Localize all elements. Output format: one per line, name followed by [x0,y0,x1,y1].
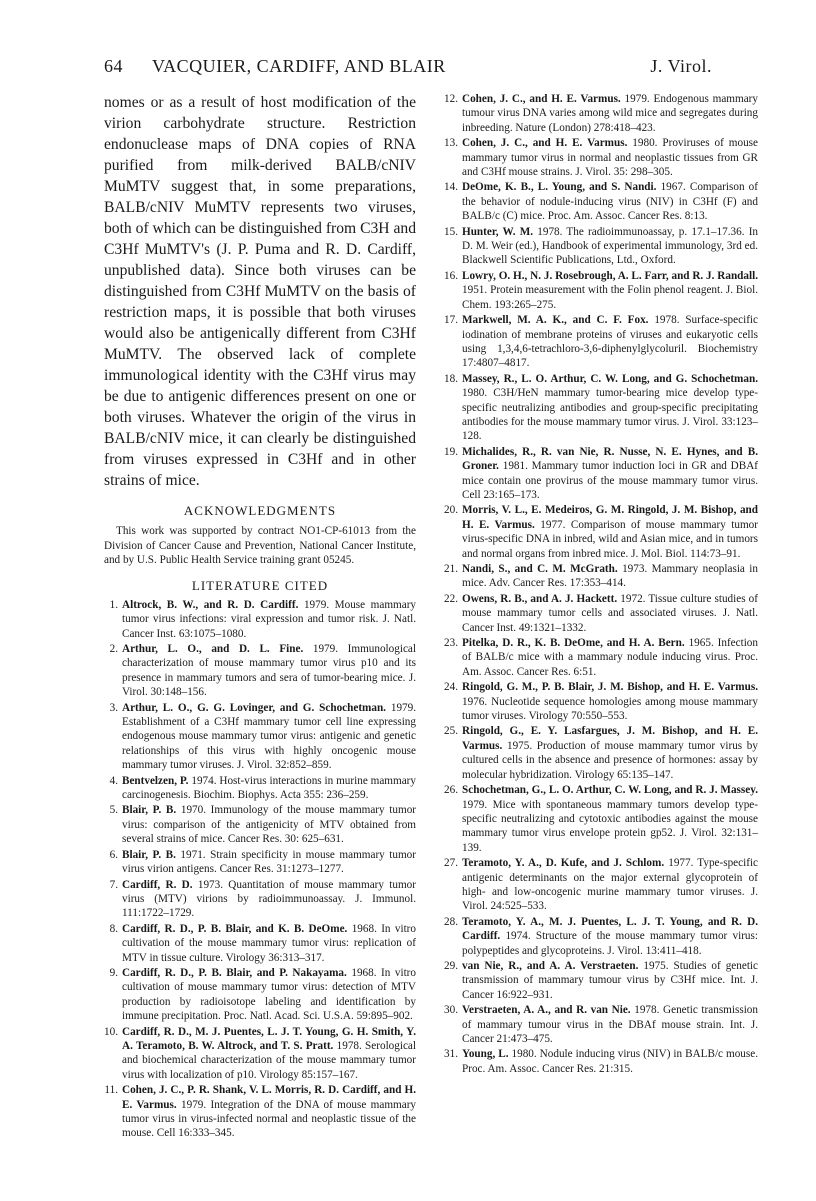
reference-item [440,1003,758,1046]
reference-details: 1979. Endogenous mammary tumour virus DNA varies among wild mice and segregates during inbreeding. Nature (London) 278:418–423. [462,93,758,134]
reference-number: 26. [444,784,458,797]
reference-item [440,269,758,312]
reference-details: 1980. C3H/HeN mammary tumor-bearing mice develop type-specific neutralizing antibodies and group-specific precipitating antibodies for the mouse mammary tumor virus. J. Virol. 33:123–128. [462,387,758,443]
reference-item [104,922,416,965]
reference-number: 13. [444,137,458,150]
reference-item [104,642,416,700]
reference-authors: Cohen, J. C., and H. E. Varmus. [462,137,628,150]
reference-number: 18. [444,372,458,385]
reference-number: 4. [109,774,118,787]
reference-number: 19. [444,445,458,458]
reference-item [440,915,758,958]
reference-details: 1980. Proviruses of mouse mammary tumor virus in normal and neoplastic tissues from GR and C3Hf mouse strains. J. Virol. 35: 298–305. [462,137,758,179]
reference-number: 25. [444,725,458,738]
acknowledgments-heading: ACKNOWLEDGMENTS [183,503,337,518]
reference-item [440,445,758,503]
reference-authors: Massey, R., L. O. Arthur, C. W. Long, and G. Schochetman. [462,372,758,385]
reference-details: 1978. Surface-specific iodination of membrane proteins of viruses and eukaryotic cells using 1,3,4,6-tetrachloro-3,6-diphenylglycoluril. Biochemistry 17:4807–4817. [462,314,758,370]
reference-details: 1975. Production of mouse mammary tumor virus by cultured cells in the absence and presence of hormones: assay by molecular hybridization. Virology 65:135–147. [462,739,758,781]
reference-item [440,592,758,635]
reference-details: 1978. The radioimmunoassay, p. 17.1–17.36. In D. M. Weir (ed.), Handbook of experimental immunology, 3rd ed. Blackwell Scientific Publications, Ltd., Oxford. [462,225,759,267]
reference-authors: Cardiff, R. D., P. B. Blair, and K. B. DeOme. [122,922,348,935]
reference-item [440,503,758,561]
reference-authors: Lowry, O. H., N. J. Rosebrough, A. L. Farr, and R. J. Randall. [462,269,758,282]
reference-details: 1972. Tissue culture studies of mouse mammary tumor cells and associated viruses. J. Natl. Cancer Inst. 49:1321–1332. [462,592,759,634]
reference-authors: Teramoto, Y. A., M. J. Puentes, L. J. T. Young, and R. D. Cardiff. [462,915,758,943]
reference-item [440,92,758,135]
reference-details: 1965. Infection of BALB/c mice with a mammary nodule inducing virus. Proc. Am. Assoc. Cancer Res. 6:51. [462,637,758,678]
reference-item [104,1025,416,1083]
reference-number: 15. [444,225,458,238]
reference-item [440,1047,758,1076]
page-number: 64 [104,56,123,76]
reference-authors: Cardiff, R. D., P. B. Blair, and P. Nakayama. [122,966,347,979]
reference-number: 14. [444,181,458,194]
running-header [104,56,712,86]
reference-authors: Cohen, J. C., P. R. Shank, V. L. Morris, R. D. Cardiff, and H. E. Varmus. [122,1084,416,1111]
reference-authors: Altrock, B. W., and R. D. Cardiff. [122,598,299,611]
right-column [440,92,758,1077]
left-column [104,92,416,1142]
reference-details: 1979. Mouse mammary tumor virus infections: viral expression and tumor risk. J. Natl. Cancer Inst. 63:1075–1080. [122,598,417,640]
reference-number: 31. [444,1048,458,1061]
reference-number: 28. [444,915,458,928]
reference-authors: Cardiff, R. D., M. J. Puentes, L. J. T. Young, G. H. Smith, Y. A. Teramoto, B. W. Altrock, and T. S. Pratt. [122,1025,416,1052]
reference-authors: Cohen, J. C., and H. E. Varmus. [462,93,621,105]
reference-authors: Arthur, L. O., and D. L. Fine. [122,643,304,655]
reference-number: 23. [444,637,458,650]
reference-item [104,848,416,877]
reference-item [440,680,758,723]
reference-number: 16. [444,269,458,282]
reference-number: 11. [104,1084,118,1097]
reference-details: 1967. Comparison of the behavior of nodule-inducing virus (NIV) in C3Hf (F) and BALB/c (C) mice. Proc. Am. Assoc. Cancer Res. 8:13. [462,181,758,223]
reference-number: 20. [444,504,458,517]
reference-number: 27. [444,857,458,870]
reference-details: 1968. In vitro cultivation of mouse mammary tumor virus: detection of MTV production by radioisotope labeling and identification by immune precipitation. Proc. Natl. Acad. Sci. U.S.A. 59:895–902. [122,966,417,1023]
reference-authors: van Nie, R., and A. A. Verstraeten. [462,959,639,972]
reference-number: 3. [109,701,118,714]
reference-item [104,966,416,1024]
reference-number: 1. [109,598,118,611]
reference-authors: Teramoto, Y. A., D. Kufe, and J. Schlom. [462,857,665,870]
reference-authors: Blair, P. B. [122,804,177,817]
reference-number: 2. [109,643,118,655]
reference-details: 1981. Mammary tumor induction loci in GR and DBAf mice contain one provirus of the mouse mammary tumor virus. Cell 23:165–173. [462,460,758,501]
reference-details: 1978. Serological and biochemical characterization of the mouse mammary tumor virus with localization of p10. Virology 85:157–167. [122,1039,417,1081]
reference-authors: Pitelka, D. R., K. B. DeOme, and H. A. Bern. [462,637,685,650]
reference-details: 1977. Type-specific antigenic determinants on the major external glycoprotein of high- and low-oncogenic murine mammary tumor viruses. J. Virol. 24:525–533. [462,857,759,913]
reference-number: 22. [444,592,458,605]
reference-item [104,774,416,803]
reference-item [440,724,758,782]
reference-authors: Blair, P. B. [122,848,176,861]
reference-authors: Bentvelzen, P. [122,774,189,787]
reference-item [104,598,416,641]
reference-authors: Ringold, G., E. Y. Lasfargues, J. M. Bishop, and H. E. Varmus. [462,725,758,752]
reference-authors: Morris, V. L., E. Medeiros, G. M. Ringold, J. M. Bishop, and H. E. Varmus. [462,504,758,531]
reference-number: 12. [444,93,458,105]
reference-authors: Schochetman, G., L. O. Arthur, C. W. Long, and R. J. Massey. [462,784,758,797]
reference-number: 17. [444,314,458,327]
discussion-paragraph: nomes or as a result of host modification of the virion carbohydrate structure. Restriction endonuclease maps of DNA copies of RNA purified from milk-derived BALB/cNIV MuMTV suggest that, in some preparations, BALB/cNIV MuMTV represents two viruses, both of which can be distinguished from C3H and C3Hf MuMTV's (J. P. Puma and R. D. Cardiff, unpublished data). Since both viruses can be distinguished from C3Hf MuMTV on the basis of restriction maps, it is possible that both viruses would also be antigenically different from C3Hf MuMTV. The observed lack of complete immunological identity with the C3Hf virus may be due to antigenic differences present on one or both viruses. Whatever the origin of the virus in BALB/cNIV mice, it can clearly be distinguished from viruses expressed in C3Hf and in other strains of mice. [104,94,416,489]
journal-abbrev: J. Virol. [650,56,712,76]
reference-authors: Ringold, G. M., P. B. Blair, J. M. Bishop, and H. E. Varmus. [462,681,758,694]
reference-item [104,878,416,921]
reference-details: 1975. Studies of genetic transmission of mammary tumour virus by C3Hf mice. Int. J. Cancer 16:922–931. [462,959,758,1001]
reference-details: 1970. Immunology of the mouse mammary tumor virus: comparison of the antigenicity of MTV obtained from several strains of mice. Cancer Res. 30: 625–631. [122,804,417,846]
reference-details: 1979. Mice with spontaneous mammary tumors develop type-specific neutralizing and cytotoxic antibodies against the mouse mammary tumor virus envelope protein gp52. J. Virol. 32:131–139. [462,798,758,854]
reference-details: 1979. Integration of the DNA of mouse mammary tumor virus in virus-infected normal and neoplastic tissue of the mouse. Cell 16:333–345. [122,1098,417,1140]
reference-details: 1974. Structure of the mouse mammary tumor virus: polypeptides and glycoproteins. J. Virol. 13:411–418. [462,930,758,957]
reference-authors: Markwell, M. A. K., and C. F. Fox. [462,314,649,327]
reference-authors: Nandi, S., and C. M. McGrath. [462,563,618,575]
reference-item [440,636,758,679]
reference-number: 29. [444,959,458,972]
reference-details: 1979. Immunological characterization of mouse mammary tumor virus p10 and its presence in mammary tumors and sera of tumor-bearing mice. J. Virol. 30:148–156. [122,643,416,699]
running-authors: VACQUIER, CARDIFF, AND BLAIR [152,56,446,76]
reference-number: 21. [444,563,458,575]
reference-number: 30. [444,1004,458,1017]
reference-number: 7. [109,878,118,891]
reference-details: 1980. Nodule inducing virus (NIV) in BALB/c mouse. Proc. Am. Assoc. Cancer Res. 21:315. [462,1048,759,1075]
reference-item [440,225,758,268]
reference-item [104,803,416,846]
reference-item [440,856,758,914]
reference-authors: Hunter, W. M. [462,225,534,238]
reference-details: 1976. Nucleotide sequence homologies among mouse mammary tumor viruses. Virology 70:550–553. [462,695,758,723]
reference-details: 1974. Host-virus interactions in murine mammary carcinogenesis. Biochim. Biophys. Acta 355: 236–259. [122,774,416,802]
reference-item [440,372,758,444]
reference-authors: DeOme, K. B., L. Young, and S. Nandi. [462,181,657,194]
reference-item [440,313,758,371]
acknowledgments-text: This work was supported by contract NO1-CP-61013 from the Division of Cancer Cause and Prevention, National Cancer Institute, and by U.S. Public Health Service training grant 05245. [104,525,416,567]
reference-item [440,180,758,223]
reference-number: 24. [444,681,458,694]
reference-details: 1973. Quantitation of mouse mammary tumor virus (MTV) virions by radioimmunoassay. J. Immunol. 111:1722–1729. [122,878,416,920]
reference-item [440,783,758,855]
reference-details: 1973. Mammary neoplasia in mice. Adv. Cancer Res. 17:353–414. [462,563,758,590]
reference-item [104,701,416,773]
reference-item [440,562,758,591]
reference-authors: Arthur, L. O., G. G. Lovinger, and G. Schochetman. [122,701,386,714]
reference-number: 9. [109,966,118,979]
reference-authors: Young, L. [462,1048,509,1061]
reference-item [104,1083,416,1141]
reference-item [440,959,758,1002]
reference-authors: Owens, R. B., and A. J. Hackett. [462,592,618,605]
reference-details: 1977. Comparison of mouse mammary tumor virus-specific DNA in inbred, wild and Asian mice, and in tumors and normal organs from inbred mice. J. Mol. Biol. 114:73–91. [462,518,759,560]
reference-details: 1971. Strain specificity in mouse mammary tumor virus virion antigens. Cancer Res. 31:1273–1277. [122,848,416,876]
reference-authors: Cardiff, R. D. [122,878,193,891]
reference-number: 6. [109,848,118,861]
reference-number: 8. [109,922,118,935]
reference-authors: Verstraeten, A. A., and R. van Nie. [462,1004,631,1017]
reference-details: 1979. Establishment of a C3Hf mammary tumor cell line expressing endogenous mouse mammary tumor virus: antigenic and genetic relationships of this virus with highly oncogenic mouse mammary tumor viruses. J. Virol. 32:852–859. [122,701,417,772]
reference-list-left [104,598,416,1141]
reference-details: 1951. Protein measurement with the Folin phenol reagent. J. Biol. Chem. 193:265–275. [462,284,758,311]
reference-item [440,136,758,179]
reference-number: 10. [104,1025,118,1038]
literature-cited-heading: LITERATURE CITED [191,577,329,593]
reference-details: 1978. Genetic transmission of mammary tumour virus in the DBAf mouse strain. Int. J. Cancer 21:473–475. [462,1004,758,1045]
reference-details: 1968. In vitro cultivation of the mouse mammary tumor virus: replication of MTV in tissue culture. Virology 36:313–317. [122,922,416,964]
reference-list-right [440,92,758,1076]
reference-number: 5. [109,804,118,817]
reference-authors: Michalides, R., R. van Nie, R. Nusse, N. E. Hynes, and B. Groner. [462,445,758,473]
